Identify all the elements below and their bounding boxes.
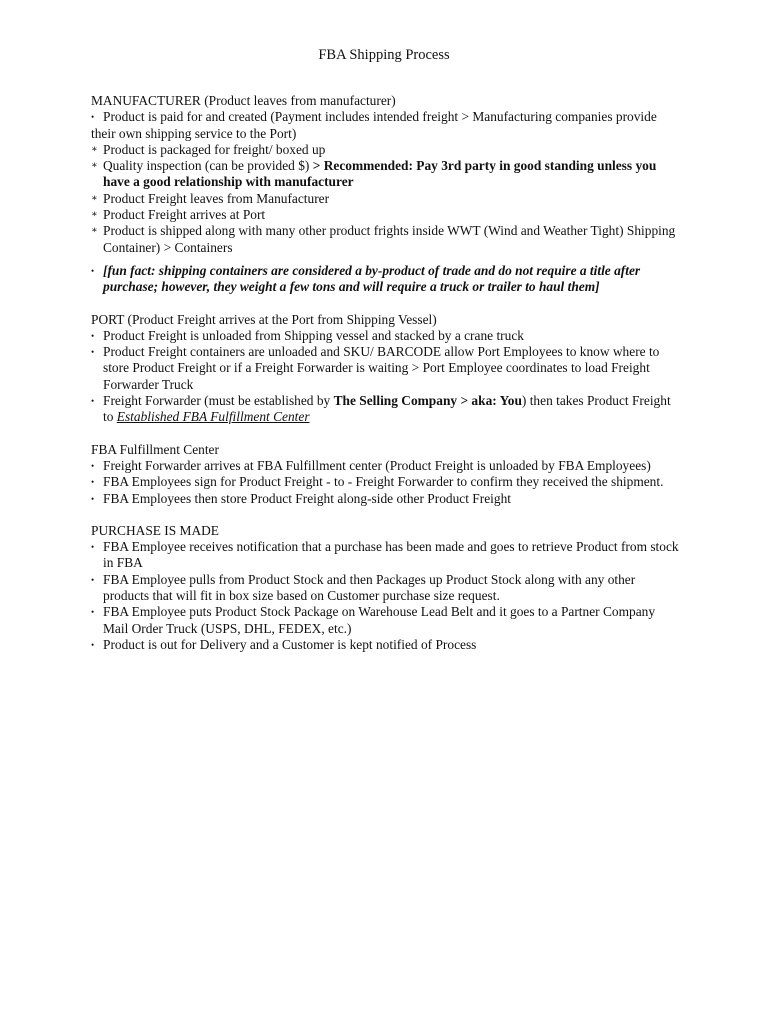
- section-fulfillment: [91, 442, 681, 507]
- list-item: [91, 109, 681, 125]
- list-item: [91, 207, 681, 223]
- fulfillment-center-link: Established FBA Fulfillment Center: [116, 409, 310, 425]
- bullet-star-icon: ∗: [91, 143, 98, 155]
- bullet-dot-icon: •: [91, 460, 95, 471]
- list-item-text: [103, 158, 681, 191]
- list-item: [91, 572, 681, 605]
- bullet-star-icon: ∗: [91, 192, 98, 204]
- document-title: FBA Shipping Process: [318, 47, 450, 63]
- section-heading-fulfillment: FBA Fulfillment Center: [91, 441, 219, 457]
- section-heading-port: PORT (Product Freight arrives at the Port from Shipping Vessel): [91, 311, 437, 327]
- section-manufacturer: [91, 93, 681, 296]
- bullet-dot-icon: •: [91, 607, 95, 618]
- list-item: [91, 491, 681, 507]
- quality-inspection-text: Quality inspection (can be provided $): [103, 158, 313, 174]
- freight-forwarder-text: Freight Forwarder (must be established by: [103, 393, 334, 409]
- list-item: [91, 458, 681, 474]
- list-item: [91, 328, 681, 344]
- section-heading-purchase: PURCHASE IS MADE: [91, 522, 219, 538]
- list-item: [91, 223, 681, 256]
- recommendation-text: > Recommended: Pay 3rd party in good standing unless you have a good relationship with manufacturer: [103, 158, 657, 190]
- list-item-text: Product Freight arrives at Port: [103, 207, 266, 223]
- bullet-dot-icon: •: [91, 542, 95, 553]
- bullet-dot-icon: •: [91, 396, 95, 407]
- bullet-dot-icon: •: [91, 493, 95, 504]
- list-item: [91, 474, 681, 490]
- list-item-text: Product is paid for and created (Payment includes intended freight > Manufacturing companies provide: [103, 109, 657, 125]
- list-item: [91, 539, 681, 572]
- section-port: [91, 312, 681, 426]
- bullet-star-icon: ∗: [91, 225, 98, 237]
- bullet-dot-icon: •: [91, 112, 95, 123]
- freight-forwarder-text-cont: ) then takes Product Freight to: [103, 393, 671, 425]
- list-item-text: FBA Employees sign for Product Freight - to - Freight Forwarder to confirm they received the shipment.: [103, 474, 664, 490]
- bullet-dot-icon: •: [91, 330, 95, 341]
- list-item: [91, 393, 681, 426]
- section-heading-manufacturer: MANUFACTURER (Product leaves from manufacturer): [91, 93, 396, 108]
- list-item: [91, 637, 681, 653]
- bullet-dot-icon: •: [91, 265, 95, 276]
- list-item-text: Product is packaged for freight/ boxed up: [103, 141, 326, 157]
- bullet-dot-icon: •: [91, 477, 95, 488]
- list-item: [91, 604, 681, 637]
- list-item-text: [103, 393, 681, 426]
- document-body: [91, 93, 681, 653]
- list-item-text: Product Freight is unloaded from Shipping vessel and stacked by a crane truck: [103, 327, 524, 343]
- selling-company-text: The Selling Company > aka: You: [333, 393, 522, 409]
- fun-fact-text: [fun fact: shipping containers are considered a by-product of trade and do not require a title after purchase; however, they weight a few tons and will require a truck or trailer to haul them]: [103, 262, 641, 295]
- bullet-star-icon: ∗: [91, 209, 98, 221]
- list-item-text: Product Freight leaves from Manufacturer: [103, 190, 330, 206]
- bullet-dot-icon: •: [91, 639, 95, 650]
- list-item-text: FBA Employee pulls from Product Stock and then Packages up Product Stock along with any other products that will fit in box size based on Customer purchase size request.: [103, 571, 636, 604]
- section-purchase: [91, 523, 681, 653]
- bullet-dot-icon: •: [91, 347, 95, 358]
- list-item: [91, 142, 681, 158]
- list-item-fun-fact: [91, 263, 681, 296]
- bullet-star-icon: ∗: [91, 160, 98, 172]
- bullet-dot-icon: •: [91, 574, 95, 585]
- list-item-text: Product Freight containers are unloaded and SKU/ BARCODE allow Port Employees to know where to store Product Freight or if a Freight Forwarder is waiting > Port Employee coordinates to load Freight Forwarder Truck: [103, 344, 660, 392]
- list-item-text: Freight Forwarder arrives at FBA Fulfillment center (Product Freight is unloaded by FBA Employees): [103, 457, 651, 473]
- list-item-text: Product is shipped along with many other product frights inside WWT (Wind and Weather Tight) Shipping Container) > Containers: [103, 223, 676, 255]
- list-item: [91, 191, 681, 207]
- list-item-text: FBA Employees then store Product Freight along-side other Product Freight: [103, 490, 511, 506]
- list-item: [91, 158, 681, 191]
- list-item-continuation: their own shipping service to the Port): [91, 125, 297, 141]
- list-item-text: FBA Employee puts Product Stock Package on Warehouse Lead Belt and it goes to a Partner Company Mail Order Truck (USPS, DHL, FEDEX, etc.): [103, 604, 656, 636]
- list-item: [91, 344, 681, 393]
- list-item-text: FBA Employee receives notification that a purchase has been made and goes to retrieve Product from stock in FBA: [103, 539, 679, 571]
- list-item-text: Product is out for Delivery and a Customer is kept notified of Process: [103, 636, 477, 652]
